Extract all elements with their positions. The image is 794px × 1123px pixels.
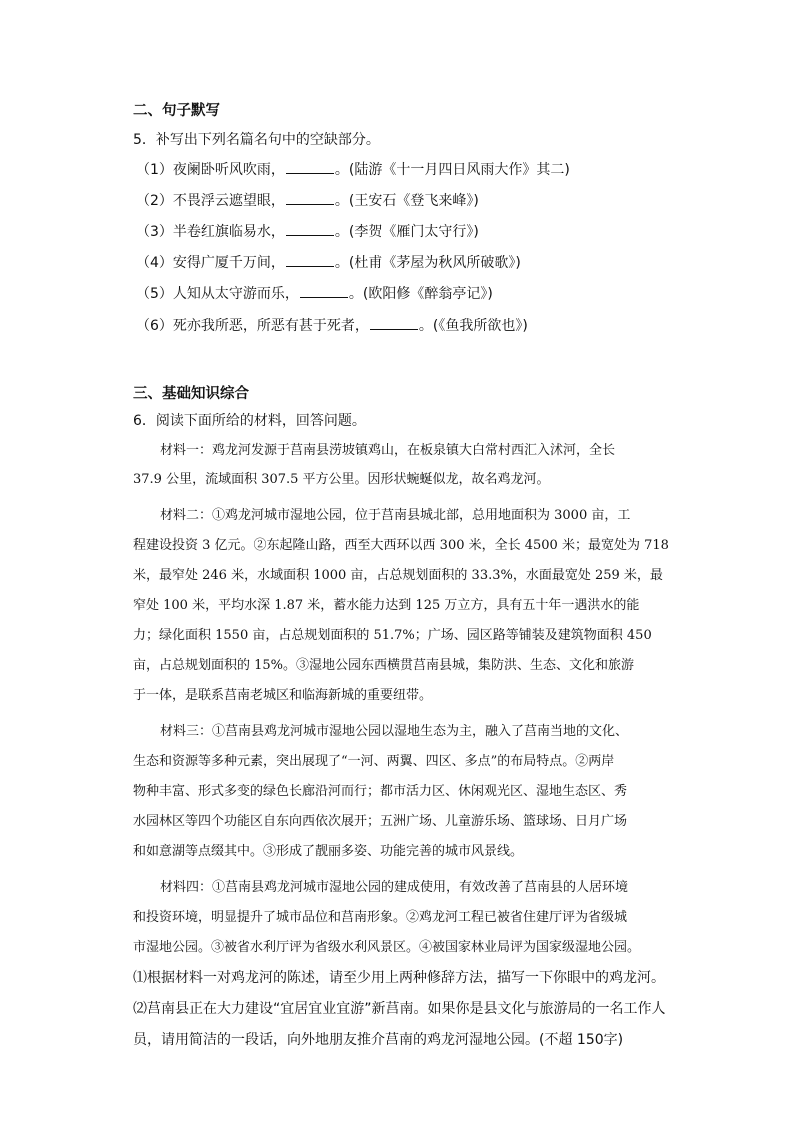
material-1-line: 材料一：鸡龙河发源于莒南县涝坡镇鸡山，在板泉镇大白常村西汇入沭河，全长 <box>160 443 616 458</box>
fill-item-5 <box>136 284 493 304</box>
section-heading-sentences: 二、句子默写 <box>133 103 220 119</box>
question-6-1: ⑴根据材料一对鸡龙河的陈述，请至少用上两种修辞方法，描写一下你眼中的鸡龙河。 <box>133 970 665 986</box>
fill-item-3 <box>136 222 479 242</box>
fill-item-6 <box>136 316 528 336</box>
fill-item-text: （4）安得广厦千万间， <box>136 255 285 271</box>
material-4-line: 材料四：①莒南县鸡龙河城市湿地公园的建成使用，有效改善了莒南县的人居环境 <box>160 880 629 895</box>
answer-blank[interactable] <box>286 160 334 174</box>
answer-blank[interactable] <box>286 222 334 236</box>
fill-item-source: 。(李贺《雁门太守行》) <box>334 224 479 240</box>
question-5-prompt: 5．补写出下列名篇名句中的空缺部分。 <box>133 132 380 148</box>
material-3-line: 物种丰富、形式多变的绿色长廊沿河而行；都市活力区、休闲观光区、湿地生态区、秀 <box>133 784 628 799</box>
fill-item-text: （3）半卷红旗临易水， <box>136 224 285 240</box>
fill-item-4 <box>136 253 521 273</box>
fill-item-1 <box>136 160 570 180</box>
answer-blank[interactable] <box>300 284 348 298</box>
section-heading-basic-knowledge: 三、基础知识综合 <box>133 386 249 402</box>
material-3-line: 水园林区等四个功能区自东向西依次展开；五洲广场、儿童游乐场、篮球场、日月广场 <box>133 814 628 829</box>
fill-item-2 <box>136 191 479 211</box>
fill-item-source: 。(杜甫《茅屋为秋风所破歌》) <box>334 255 521 271</box>
question-6-2-cont: 员，请用简洁的一段话，向外地朋友推介莒南的鸡龙河湿地公园。(不超 150字) <box>133 1032 624 1048</box>
fill-item-source: 。(欧阳修《醉翁亭记》) <box>348 286 493 302</box>
material-2-line: 力；绿化面积 1550 亩，占总规划面积的 51.7%；广场、园区路等铺装及建筑物面积 450 <box>133 628 652 643</box>
material-2-line: 程建设投资 3 亿元。②东起隆山路，西至大西环以西 300 米，全长 4500 米；最宽处为 718 <box>133 538 669 553</box>
fill-item-source: 。(《鱼我所欲也》) <box>418 318 528 334</box>
material-3-line: 材料三：①莒南县鸡龙河城市湿地公园以湿地生态为主，融入了莒南当地的文化、 <box>160 724 629 739</box>
fill-item-text: （5）人知从太守游而乐， <box>136 286 299 302</box>
question-6-2: ⑵莒南县正在大力建设“宜居宜业宜游”新莒南。如果你是县文化与旅游局的一名工作人 <box>133 1001 666 1017</box>
material-3-line: 生态和资源等多种元素，突出展现了“一河、两翼、四区、多点”的布局特点。②两岸 <box>133 754 615 769</box>
material-2-line: 米，最窄处 246 米，水域面积 1000 亩，占总规划面积的 33.3%，水面最宽处 259 米，最 <box>133 568 663 583</box>
material-2-line: 窄处 100 米，平均水深 1.87 米，蓄水能力达到 125 万立方，具有五十年一遇洪水的能 <box>133 598 640 613</box>
material-3-line: 和如意湖等点缀其中。③形成了靓丽多姿、功能完善的城市风景线。 <box>133 844 524 859</box>
question-6-prompt: 6．阅读下面所给的材料，回答问题。 <box>133 413 366 429</box>
fill-item-text: （6）死亦我所恶，所恶有甚于死者， <box>136 318 369 334</box>
material-2-line: 材料二：①鸡龙河城市湿地公园，位于莒南县城北部，总用地面积为 3000 亩，工 <box>160 508 631 523</box>
material-1-line: 37.9 公里，流域面积 307.5 平方公里。因形状蜿蜒似龙，故名鸡龙河。 <box>133 472 550 487</box>
material-2-line: 于一体，是联系莒南老城区和临海新城的重要纽带。 <box>133 688 433 703</box>
material-4-line: 市湿地公园。③被省水利厅评为省级水利风景区。④被国家林业局评为国家级湿地公园。 <box>133 940 641 955</box>
fill-item-text: （2）不畏浮云遮望眼， <box>136 193 285 209</box>
answer-blank[interactable] <box>286 191 334 205</box>
material-2-line: 亩，占总规划面积的 15%。③湿地公园东西横贯莒南县城，集防洪、生态、文化和旅游 <box>133 658 635 673</box>
material-4-line: 和投资环境，明显提升了城市品位和莒南形象。②鸡龙河工程已被省住建厅评为省级城 <box>133 910 628 925</box>
fill-item-source: 。(王安石《登飞来峰》) <box>334 193 479 209</box>
answer-blank[interactable] <box>370 316 418 330</box>
fill-item-text: （1）夜阑卧听风吹雨， <box>136 162 285 178</box>
fill-item-source: 。(陆游《十一月四日风雨大作》其二) <box>334 162 570 178</box>
answer-blank[interactable] <box>286 253 334 267</box>
